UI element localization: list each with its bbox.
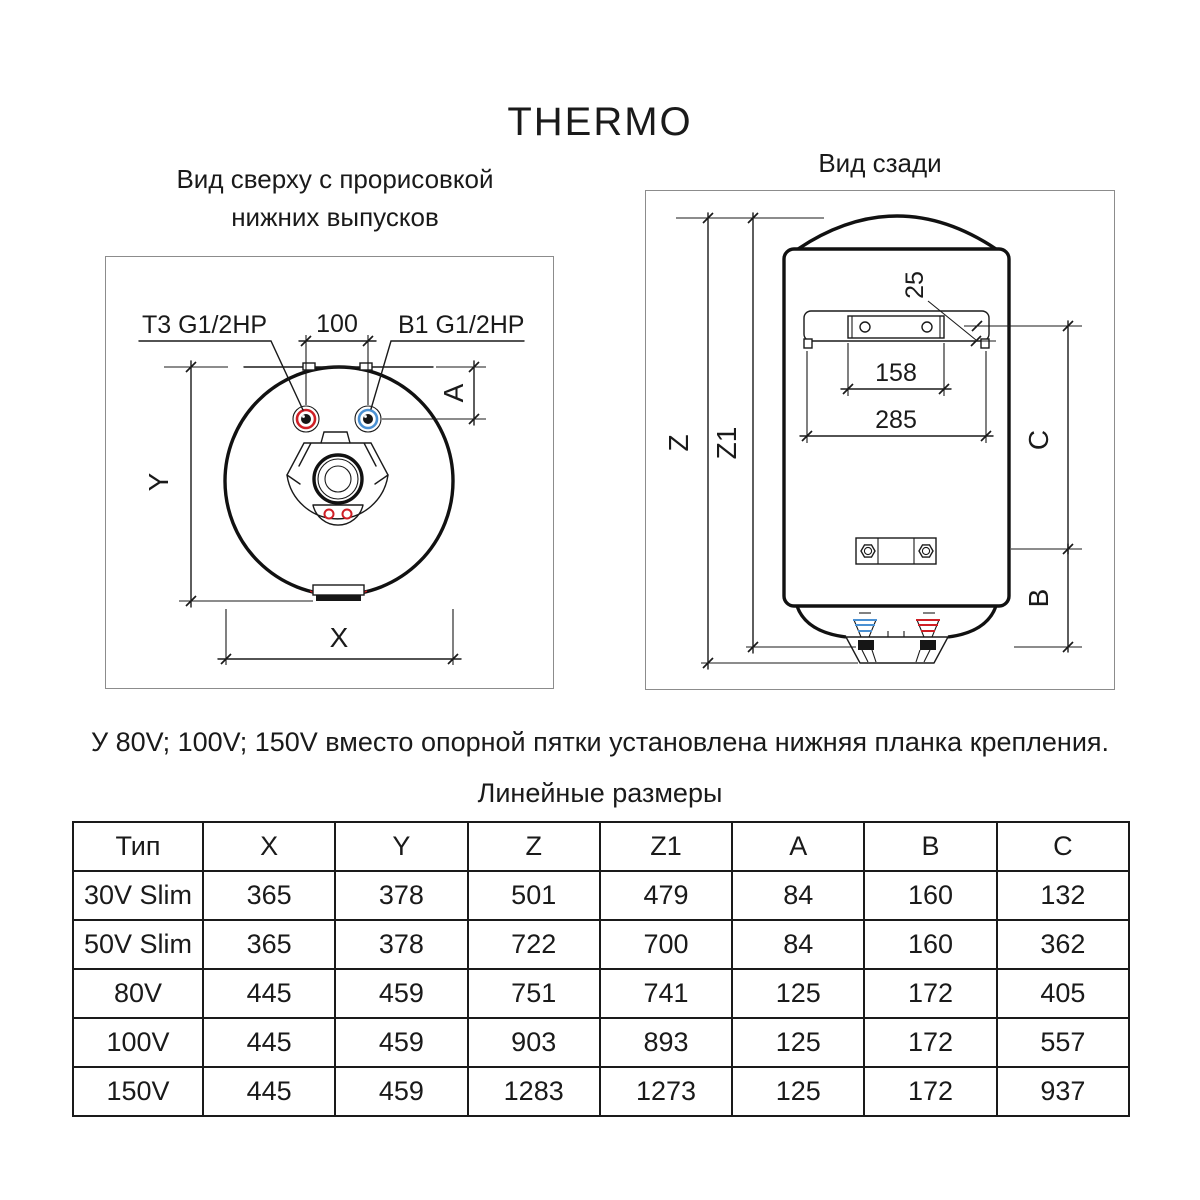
table-row [73, 1018, 1129, 1067]
top-view-caption [105, 160, 565, 236]
t3-port-label: T3 G1/2HP [142, 311, 268, 339]
terminal-hole-right [343, 510, 352, 519]
column-header: A [732, 822, 864, 871]
dimension-value-cell: 445 [203, 1018, 335, 1067]
dim-z1-label: Z1 [711, 426, 742, 460]
dim-z-label: Z [663, 434, 694, 452]
dim-a-label: A [438, 383, 469, 403]
page-title: THERMO [507, 100, 693, 144]
dimension-value-cell: 365 [203, 871, 335, 920]
dim-y-extensions [164, 367, 313, 601]
dimension-value-cell: 459 [335, 969, 467, 1018]
element-cover-outer [314, 455, 362, 503]
dimension-value-cell: 1283 [468, 1067, 600, 1116]
rear-view-panel [645, 190, 1115, 690]
support-heel [313, 585, 364, 595]
tank-top-dome [798, 216, 996, 249]
flange-plate-arc [287, 475, 388, 519]
lower-mounting-bracket [856, 538, 936, 564]
dimension-value-cell: 903 [468, 1018, 600, 1067]
terminal-hole-left [325, 510, 334, 519]
dimension-value-cell: 722 [468, 920, 600, 969]
dimension-value-cell: 1273 [600, 1067, 732, 1116]
dimension-value-cell: 365 [203, 920, 335, 969]
dimension-value-cell: 445 [203, 1067, 335, 1116]
dimensions-table [72, 821, 1130, 1117]
top-view-drawing [106, 257, 553, 688]
table-row [73, 969, 1129, 1018]
dim-x-label: X [329, 622, 349, 653]
dimension-value-cell: 741 [600, 969, 732, 1018]
hot-water-port [293, 406, 319, 432]
table-body [73, 871, 1129, 1116]
dimension-value-cell: 125 [732, 1067, 864, 1116]
dim-285-label: 285 [875, 406, 917, 434]
dimension-value-cell: 84 [732, 920, 864, 969]
table-row [73, 871, 1129, 920]
dimension-value-cell: 172 [864, 1067, 996, 1116]
support-heel-pad [316, 595, 361, 601]
rear-view-drawing [646, 191, 1114, 689]
table-row [73, 920, 1129, 969]
top-view-caption-line1: Вид сверху с прорисовкой [176, 164, 494, 194]
dimension-value-cell: 459 [335, 1018, 467, 1067]
bracket-foot-left-top [303, 363, 315, 370]
flange-wings [287, 443, 388, 484]
column-header: X [203, 822, 335, 871]
dim-25-label: 25 [901, 271, 929, 299]
bracket-foot-right-top [360, 363, 372, 370]
upper-mounting-bracket [804, 311, 989, 348]
table-header-row [73, 822, 1129, 871]
dimension-value-cell: 557 [997, 1018, 1129, 1067]
dim-z-extensions [676, 218, 858, 663]
top-view-caption-line2: нижних выпусков [231, 202, 439, 232]
table-title: Линейные размеры [477, 778, 723, 808]
dimension-value-cell: 405 [997, 969, 1129, 1018]
dimension-value-cell: 160 [864, 871, 996, 920]
dim-a-extensions [382, 367, 486, 419]
top-view-panel [105, 256, 554, 689]
dimension-value-cell: 479 [600, 871, 732, 920]
column-header: Y [335, 822, 467, 871]
dimension-value-cell: 125 [732, 969, 864, 1018]
dimension-value-cell: 160 [864, 920, 996, 969]
element-cover-inner [325, 466, 351, 492]
type-cell: 100V [73, 1018, 203, 1067]
dimension-value-cell: 132 [997, 871, 1129, 920]
type-cell: 80V [73, 969, 203, 1018]
column-header: Тип [73, 822, 203, 871]
dimension-value-cell: 378 [335, 871, 467, 920]
tank-bottom-dome [797, 606, 996, 637]
dim-y-label: Y [143, 472, 174, 492]
tank-outline-top [225, 367, 453, 595]
dimension-value-cell: 378 [335, 920, 467, 969]
dimension-value-cell: 751 [468, 969, 600, 1018]
dimension-value-cell: 459 [335, 1067, 467, 1116]
dim-c-label: C [1023, 429, 1054, 451]
dimension-value-cell: 172 [864, 1018, 996, 1067]
element-cover-mid [318, 459, 358, 499]
dimension-value-cell: 937 [997, 1067, 1129, 1116]
dim-100-label: 100 [316, 310, 358, 338]
column-header: Z1 [600, 822, 732, 871]
type-cell: 30V Slim [73, 871, 203, 920]
heating-flange [287, 432, 388, 525]
dim-b-label: B [1023, 588, 1054, 608]
rear-view-caption: Вид сзади [818, 148, 942, 178]
flange-tab [321, 432, 350, 443]
cold-water-port [355, 406, 381, 432]
column-header: B [864, 822, 996, 871]
dimension-value-cell: 362 [997, 920, 1129, 969]
dimension-value-cell: 700 [600, 920, 732, 969]
dimension-value-cell: 172 [864, 969, 996, 1018]
dimension-value-cell: 445 [203, 969, 335, 1018]
column-header: C [997, 822, 1129, 871]
type-cell: 150V [73, 1067, 203, 1116]
dimension-value-cell: 893 [600, 1018, 732, 1067]
footnote: У 80V; 100V; 150V вместо опорной пятки установлена нижняя планка крепления. [90, 727, 1110, 757]
b1-port-label: B1 G1/2HP [398, 311, 525, 339]
table-row [73, 1067, 1129, 1116]
dimension-value-cell: 501 [468, 871, 600, 920]
t3-leader [139, 341, 303, 410]
dimension-value-cell: 84 [732, 871, 864, 920]
dimension-value-cell: 125 [732, 1018, 864, 1067]
type-cell: 50V Slim [73, 920, 203, 969]
column-header: Z [468, 822, 600, 871]
dim-158-label: 158 [875, 359, 917, 387]
